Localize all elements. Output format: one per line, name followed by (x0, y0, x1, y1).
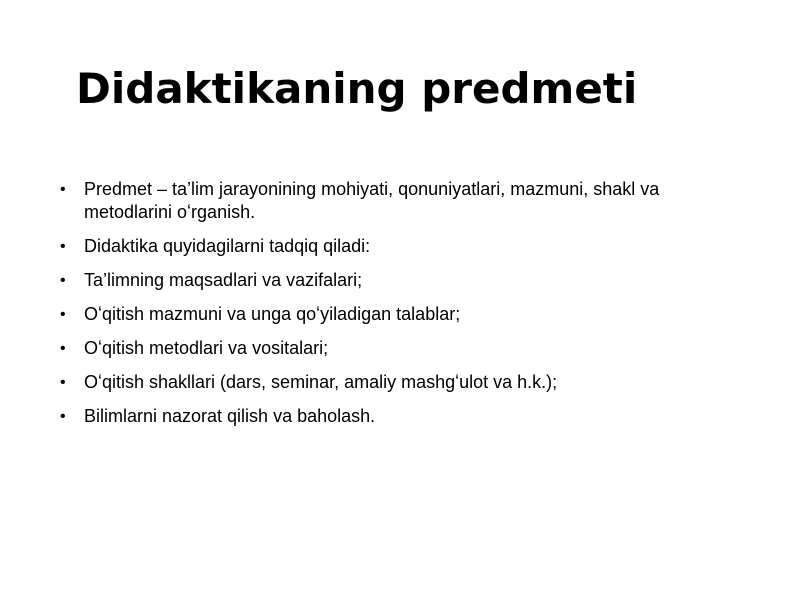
list-item (60, 337, 750, 360)
list-item (60, 303, 750, 326)
list-item (60, 178, 750, 224)
bullet-icon: • (60, 181, 66, 198)
slide-title: Didaktikaning predmeti (76, 64, 638, 113)
bullet-icon: • (60, 340, 66, 357)
list-item (60, 405, 750, 428)
list-item-text: Ta’limning maqsadlari va vazifalari; (84, 270, 363, 290)
list-item-text: Bilimlarni nazorat qilish va baholash. (84, 406, 376, 426)
bullet-list (60, 178, 750, 439)
list-item-text: Oʻqitish metodlari va vositalari; (84, 338, 329, 358)
list-item-text: Oʻqitish shakllari (dars, seminar, amaliy mashgʻulot va h.k.); (84, 372, 558, 392)
bullet-icon: • (60, 238, 66, 255)
bullet-icon: • (60, 374, 66, 391)
bullet-icon: • (60, 272, 66, 289)
list-item (60, 235, 750, 258)
bullet-icon: • (60, 408, 66, 425)
list-item-text: Oʻqitish mazmuni va unga qoʻyiladigan talablar; (84, 304, 461, 324)
list-item-text: Didaktika quyidagilarni tadqiq qiladi: (84, 236, 371, 256)
bullet-icon: • (60, 306, 66, 323)
list-item (60, 371, 750, 394)
list-item (60, 269, 750, 292)
list-item-text: Predmet – ta’lim jarayonining mohiyati, qonuniyatlari, mazmuni, shakl va metodlarini oʻrganish. (84, 179, 660, 222)
